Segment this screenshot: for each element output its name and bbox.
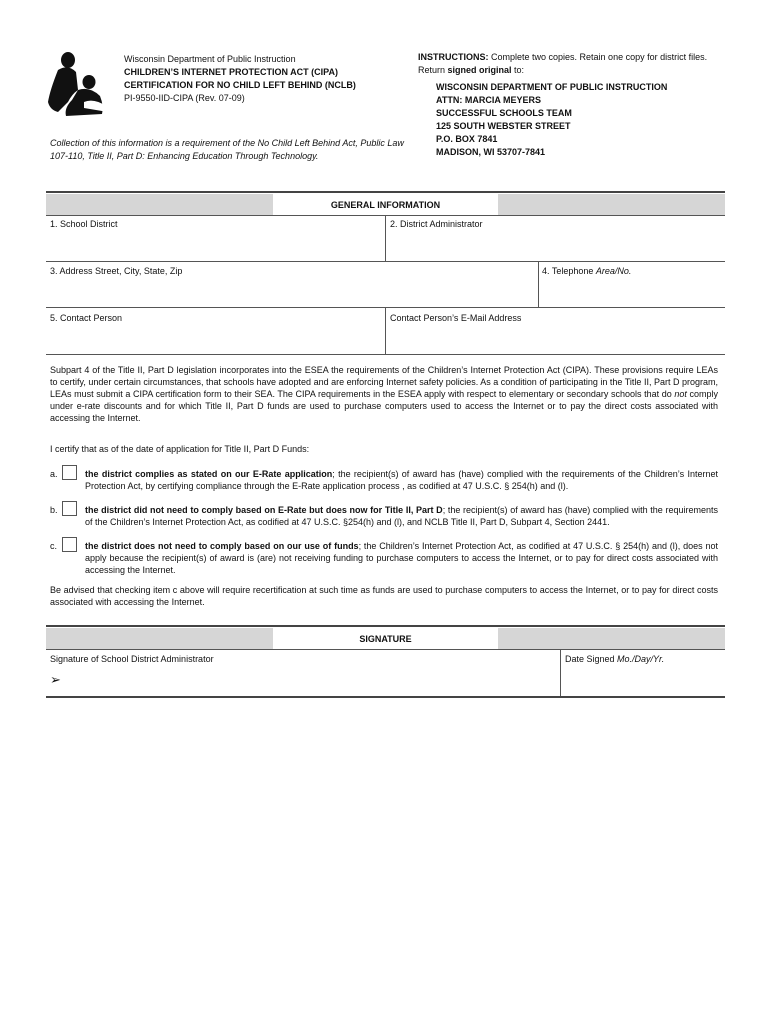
arrow-icon: ➢: [50, 672, 61, 687]
agency-block: [124, 53, 414, 105]
section-rule: [46, 625, 725, 627]
option-a-letter: a.: [50, 469, 58, 479]
option-c-text: [85, 540, 718, 576]
date-signed-field[interactable]: [565, 653, 664, 665]
telephone-format: Area/No.: [595, 266, 632, 276]
option-b-text: [85, 504, 718, 528]
telephone-label: 4. Telephone: [542, 266, 596, 276]
instructions-text-b: to:: [511, 65, 525, 75]
option-b-checkbox[interactable]: [62, 501, 77, 516]
district-administrator-field[interactable]: 2. District Administrator: [390, 219, 483, 229]
option-b-letter: b.: [50, 505, 58, 515]
agency-name: Wisconsin Department of Public Instruction: [124, 54, 296, 64]
mailing-address: [436, 81, 736, 159]
contact-person-field[interactable]: 5. Contact Person: [50, 313, 123, 323]
subpart-text-b: comply under e-rate discounts and for which Title II, Part D funds are used to purchase computers used to access the Internet or to pay the direct costs associated with accessing the Internet.: [50, 389, 719, 423]
option-b-bold: the district did not need to comply based on E-Rate but does now for Title II, Part D: [85, 505, 443, 515]
grid-line: [560, 649, 561, 697]
instructions-text-a: Complete two copies. Retain one copy for district files. Return: [418, 52, 708, 75]
subpart-not: not: [674, 389, 687, 399]
address-field[interactable]: 3. Address Street, City, State, Zip: [50, 266, 183, 276]
grid-line: [385, 307, 386, 355]
bar-shade: [498, 194, 725, 215]
bar-shade: [46, 628, 273, 649]
section-rule: [46, 191, 725, 193]
bar-shade: [46, 194, 273, 215]
signature-bar: [46, 628, 725, 649]
address-line: SUCCESSFUL SCHOOLS TEAM: [436, 108, 572, 118]
school-district-field[interactable]: 1. School District: [50, 219, 118, 229]
section-rule: [46, 696, 725, 698]
instructions-label: INSTRUCTIONS:: [418, 52, 489, 62]
contact-email-field[interactable]: Contact Person’s E-Mail Address: [390, 313, 522, 323]
admin-signature-field[interactable]: Signature of School District Administrator: [50, 654, 214, 664]
grid-line: [46, 354, 725, 355]
certify-statement: I certify that as of the date of application for Title II, Part D Funds:: [50, 444, 310, 454]
grid-line: [46, 261, 725, 262]
option-c-checkbox[interactable]: [62, 537, 77, 552]
address-line: MADISON, WI 53707-7841: [436, 147, 546, 157]
form-number: PI-9550-IID-CIPA (Rev. 07-09): [124, 93, 245, 103]
bar-shade: [498, 628, 725, 649]
option-a-bold: the district complies as stated on our E-Rate application: [85, 469, 333, 479]
date-format: Mo./Day/Yr.: [617, 654, 665, 664]
telephone-field[interactable]: [542, 265, 631, 277]
option-c-bold: the district does not need to comply based on our use of funds: [85, 541, 359, 551]
subpart-paragraph: [50, 364, 718, 424]
instructions: [418, 51, 728, 77]
address-line: WISCONSIN DEPARTMENT OF PUBLIC INSTRUCTION: [436, 82, 668, 92]
form-title-line2: CERTIFICATION FOR NO CHILD LEFT BEHIND (NCLB): [124, 80, 356, 90]
date-label: Date Signed: [565, 654, 618, 664]
address-line: ATTN: MARCIA MEYERS: [436, 95, 541, 105]
option-b-rest: ; the recipient(s) of award has (have) complied with the requirements of the Children’s Internet Protection Act, as codified at 47 U.S.C. §254(h) and (l), and NCLB Title II, Part D, Subpart 4, Section 2441.: [85, 505, 718, 527]
address-line: 125 SOUTH WEBSTER STREET: [436, 121, 571, 131]
grid-line: [46, 649, 725, 650]
instructions-signed: signed original: [447, 65, 512, 75]
advisory-paragraph: Be advised that checking item c above will require recertification at such time as funds are used to purchase computers to access the Internet, or to pay for direct costs associated with accessing the Internet.: [50, 585, 718, 607]
general-info-heading: GENERAL INFORMATION: [273, 194, 498, 215]
signature-heading: SIGNATURE: [273, 628, 498, 649]
grid-line: [385, 215, 386, 261]
form-title-line1: CHILDREN’S INTERNET PROTECTION ACT (CIPA): [124, 67, 338, 77]
option-a-rest: ; the recipient(s) of award has (have) complied with the requirements of the Children’s Internet Protection Act, by certifying compliance through the E-Rate application process , as codified at 47 U.S.C. § 254(h) and (l).: [85, 469, 718, 491]
dpi-logo: [44, 50, 114, 120]
option-c-letter: c.: [50, 541, 58, 551]
option-a-checkbox[interactable]: [62, 465, 77, 480]
subpart-text-a: Subpart 4 of the Title II, Part D legislation incorporates into the ESEA the requirements of the Children’s Internet Protection Act (CIPA). These provisions require LEAs to certify, under certain circumstances, that schools have adopted and are enforcing Internet safety policies. As a condition of participating in the Title II, Part D program, LEAs must submit a CIPA certification form to their SEA. The CIPA requirements in the ESEA apply with respect to elementary or secondary schools that do: [50, 365, 718, 399]
grid-line: [538, 261, 539, 307]
option-c-rest: ; the Children’s Internet Protection Act, as codified at 47 U.S.C. § 254(h) and (l), does not apply because the recipient(s) of award is (are) not receiving funding to purchase computers to access the Internet, or to pay for direct costs associated with accessing the Internet.: [85, 541, 718, 575]
collection-notice: Collection of this information is a requirement of the No Child Left Behind Act, Public Law 107-110, Title II, Part D: Enhancing Education Through Technology.: [50, 138, 404, 161]
address-line: P.O. BOX 7841: [436, 134, 498, 144]
option-a-text: [85, 468, 718, 492]
general-info-bar: [46, 194, 725, 215]
